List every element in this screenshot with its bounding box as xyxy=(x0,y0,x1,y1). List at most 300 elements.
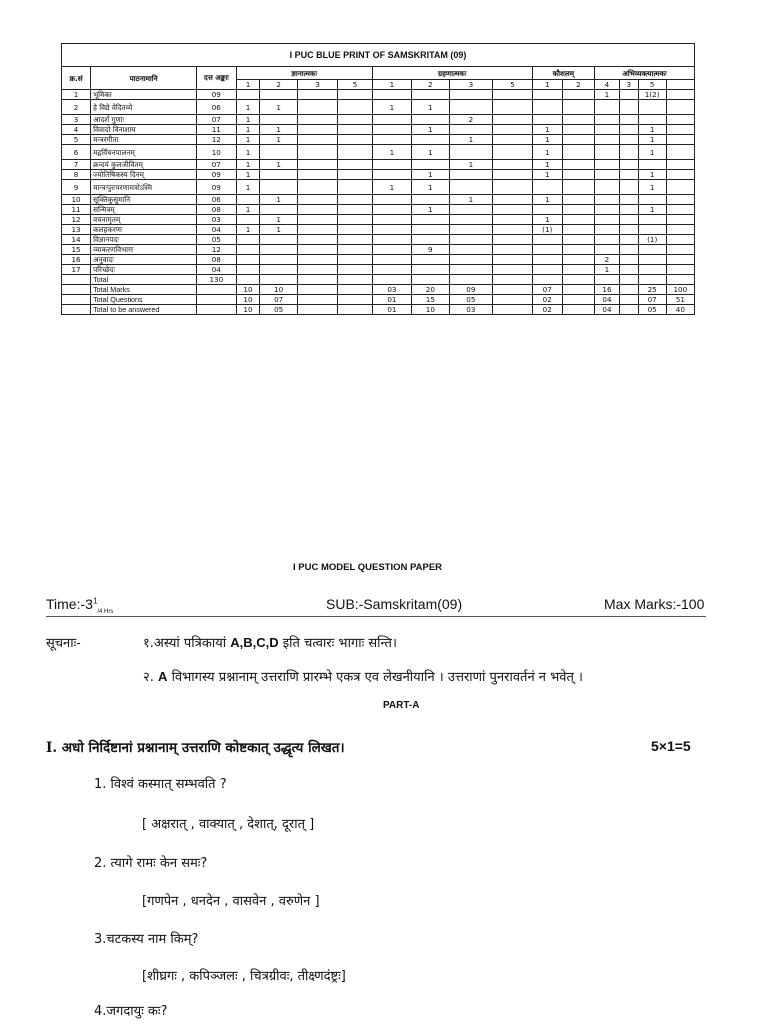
table-cell xyxy=(449,100,493,115)
table-cell xyxy=(62,305,91,315)
table-cell xyxy=(449,245,493,255)
table-cell: 05 xyxy=(638,305,666,315)
table-cell xyxy=(372,245,411,255)
table-row xyxy=(62,285,695,295)
table-cell xyxy=(338,295,372,305)
table-cell xyxy=(666,225,694,235)
table-cell xyxy=(619,125,638,135)
table-cell: 1 xyxy=(260,195,297,205)
table-cell xyxy=(619,195,638,205)
table-cell: 25 xyxy=(638,285,666,295)
table-cell xyxy=(372,90,411,100)
header-lesson: पाठनामानि xyxy=(91,67,197,90)
table-cell xyxy=(297,215,338,225)
table-cell xyxy=(562,275,594,285)
lesson-name-cell: Total to be answered xyxy=(91,305,197,315)
table-cell xyxy=(619,295,638,305)
lesson-name-cell: मद्गर्विचनपालनम् xyxy=(91,145,197,160)
table-cell: 1 xyxy=(412,145,449,160)
table-row xyxy=(62,305,695,315)
table-cell xyxy=(532,180,562,195)
table-cell xyxy=(493,285,532,295)
table-cell xyxy=(562,305,594,315)
table-cell xyxy=(338,245,372,255)
table-cell xyxy=(493,115,532,125)
table-cell xyxy=(595,135,620,145)
lesson-name-cell: अनुवादः xyxy=(91,255,197,265)
table-cell xyxy=(619,275,638,285)
table-cell xyxy=(562,125,594,135)
table-cell xyxy=(493,170,532,180)
table-row xyxy=(62,145,695,160)
table-cell xyxy=(562,160,594,170)
table-cell: 10 xyxy=(412,305,449,315)
table-cell: 07 xyxy=(532,285,562,295)
table-cell xyxy=(372,125,411,135)
table-cell: 02 xyxy=(532,305,562,315)
blueprint-title: I PUC BLUE PRINT OF SAMSKRITAM (09) xyxy=(62,44,695,67)
table-cell xyxy=(562,195,594,205)
table-row xyxy=(62,90,695,100)
table-cell xyxy=(666,145,694,160)
table-cell xyxy=(338,160,372,170)
table-cell xyxy=(595,100,620,115)
table-cell xyxy=(197,305,236,315)
table-cell xyxy=(493,275,532,285)
time-label: $Time:-3^1_{/4 Hrs}$ xyxy=(46,596,114,615)
table-cell xyxy=(595,145,620,160)
table-cell xyxy=(666,255,694,265)
table-cell xyxy=(449,145,493,160)
table-cell: 01 xyxy=(372,305,411,315)
table-cell xyxy=(493,135,532,145)
table-cell xyxy=(372,205,411,215)
table-cell xyxy=(412,160,449,170)
table-cell: (1) xyxy=(532,225,562,235)
table-cell xyxy=(493,215,532,225)
table-cell xyxy=(412,275,449,285)
table-cell: 100 xyxy=(666,285,694,295)
table-row xyxy=(62,245,695,255)
table-row xyxy=(62,295,695,305)
table-cell xyxy=(372,225,411,235)
table-cell xyxy=(493,265,532,275)
table-cell xyxy=(595,195,620,205)
table-cell: 1 xyxy=(412,205,449,215)
max-marks-label: Max Marks:-100 xyxy=(604,596,705,612)
table-cell xyxy=(297,145,338,160)
lesson-name-cell: सूक्तिकुसुमानि xyxy=(91,195,197,205)
table-cell: 1 xyxy=(260,160,297,170)
table-cell xyxy=(562,135,594,145)
table-cell xyxy=(297,265,338,275)
table-cell xyxy=(666,215,694,225)
table-cell xyxy=(595,180,620,195)
table-cell xyxy=(562,90,594,100)
table-cell xyxy=(297,125,338,135)
table-cell xyxy=(338,195,372,205)
table-cell xyxy=(666,180,694,195)
table-cell: 1 xyxy=(372,100,411,115)
table-cell xyxy=(562,295,594,305)
table-cell xyxy=(595,125,620,135)
table-row xyxy=(62,275,695,285)
table-cell xyxy=(412,90,449,100)
table-cell xyxy=(338,170,372,180)
table-cell xyxy=(638,245,666,255)
table-cell xyxy=(619,215,638,225)
table-cell xyxy=(236,255,260,265)
table-cell xyxy=(619,245,638,255)
subheader-cell: 5 xyxy=(638,80,666,90)
table-cell: (1) xyxy=(638,235,666,245)
lesson-name-cell: मान्त्रःपुरःपरणामत्रोऽस्मि xyxy=(91,180,197,195)
table-cell xyxy=(449,225,493,235)
table-row xyxy=(62,180,695,195)
table-cell xyxy=(532,115,562,125)
table-cell: 1 xyxy=(532,160,562,170)
subheader-cell: 3 xyxy=(619,80,638,90)
header-knowledge: ज्ञानात्मकः xyxy=(236,67,372,80)
table-cell xyxy=(297,235,338,245)
table-cell xyxy=(412,135,449,145)
table-cell xyxy=(338,285,372,295)
table-cell xyxy=(595,235,620,245)
table-cell xyxy=(619,180,638,195)
lesson-name-cell: Total xyxy=(91,275,197,285)
table-cell: 1 xyxy=(260,225,297,235)
subheader-cell: 4 xyxy=(595,80,620,90)
table-cell: 1 xyxy=(236,205,260,215)
table-cell xyxy=(493,180,532,195)
table-cell xyxy=(562,205,594,215)
table-cell xyxy=(372,135,411,145)
table-cell: 1 xyxy=(236,170,260,180)
table-cell xyxy=(493,235,532,245)
table-cell xyxy=(595,215,620,225)
table-cell: 1 xyxy=(412,100,449,115)
table-cell xyxy=(638,255,666,265)
table-cell xyxy=(493,195,532,205)
table-cell xyxy=(260,245,297,255)
table-cell xyxy=(619,90,638,100)
question-1-options: [ अक्षरात् , वाक्यात् , देशात्, दूरात् ] xyxy=(142,817,315,832)
table-cell xyxy=(619,235,638,245)
table-cell xyxy=(297,135,338,145)
table-cell: 1 xyxy=(638,135,666,145)
table-cell xyxy=(297,115,338,125)
table-cell xyxy=(338,275,372,285)
table-cell xyxy=(619,255,638,265)
table-cell: 16 xyxy=(595,285,620,295)
table-cell: 01 xyxy=(372,295,411,305)
table-cell xyxy=(372,235,411,245)
table-cell xyxy=(297,295,338,305)
table-cell: 05 xyxy=(449,295,493,305)
table-cell: 02 xyxy=(532,295,562,305)
table-cell xyxy=(236,265,260,275)
table-cell xyxy=(666,115,694,125)
instruction-2: २. A विभागस्य प्रश्नानाम् उत्तराणि प्रारम्भे एकत्र एव लेखनीयानि । उत्तराणां पुनरावर्तनं न भवेत् । xyxy=(143,669,583,685)
table-cell: 05 xyxy=(260,305,297,315)
table-row xyxy=(62,170,695,180)
table-cell xyxy=(338,235,372,245)
table-row xyxy=(62,205,695,215)
table-cell: 9 xyxy=(412,245,449,255)
table-row xyxy=(62,255,695,265)
subheader-cell: 1 xyxy=(532,80,562,90)
table-cell xyxy=(532,245,562,255)
header-divider xyxy=(46,616,706,617)
table-cell xyxy=(562,115,594,125)
table-cell: 1 xyxy=(532,170,562,180)
table-cell xyxy=(666,235,694,245)
table-cell: 1 xyxy=(236,180,260,195)
table-cell: 1 xyxy=(412,170,449,180)
subheader-cell: 1 xyxy=(372,80,411,90)
table-cell xyxy=(562,170,594,180)
instructions-label: सूचनाः- xyxy=(46,636,81,651)
table-cell xyxy=(297,100,338,115)
table-cell: 1 xyxy=(372,145,411,160)
lesson-name-cell: व्याकरणविभागः xyxy=(91,245,197,255)
table-cell xyxy=(260,235,297,245)
table-cell xyxy=(449,180,493,195)
table-cell xyxy=(260,90,297,100)
table-cell xyxy=(493,100,532,115)
subheader-cell: 2 xyxy=(412,80,449,90)
table-cell xyxy=(412,115,449,125)
table-cell xyxy=(666,125,694,135)
table-cell: 17 xyxy=(62,265,91,275)
table-cell: 1 xyxy=(449,160,493,170)
subheader-cell: 5 xyxy=(493,80,532,90)
table-cell: 1 xyxy=(62,90,91,100)
table-cell xyxy=(338,265,372,275)
table-cell: 5 xyxy=(62,135,91,145)
table-cell: 1(2) xyxy=(638,90,666,100)
table-cell xyxy=(619,160,638,170)
table-cell: 09 xyxy=(197,180,236,195)
table-cell xyxy=(372,275,411,285)
table-cell xyxy=(532,235,562,245)
table-cell: 1 xyxy=(638,180,666,195)
table-cell: 08 xyxy=(197,255,236,265)
subheader-cell: 3 xyxy=(297,80,338,90)
table-cell xyxy=(449,90,493,100)
table-cell xyxy=(236,275,260,285)
table-cell xyxy=(372,115,411,125)
table-cell: 1 xyxy=(449,135,493,145)
table-cell xyxy=(297,90,338,100)
table-row xyxy=(62,100,695,115)
lesson-name-cell: क्रन्दयं कुलजीवितम् xyxy=(91,160,197,170)
table-cell: 1 xyxy=(260,135,297,145)
table-cell: 1 xyxy=(236,125,260,135)
table-cell xyxy=(338,135,372,145)
table-cell: 3 xyxy=(62,115,91,125)
table-cell xyxy=(260,145,297,160)
table-row xyxy=(62,235,695,245)
section-marks: 5×1=5 xyxy=(651,738,691,754)
table-cell xyxy=(562,245,594,255)
table-cell: 03 xyxy=(197,215,236,225)
lesson-name-cell: भूमिका xyxy=(91,90,197,100)
table-cell xyxy=(412,235,449,245)
lesson-name-cell: ज्योतिषिकस्य दिनम् xyxy=(91,170,197,180)
table-cell xyxy=(532,255,562,265)
table-row xyxy=(62,115,695,125)
table-cell xyxy=(666,195,694,205)
table-cell xyxy=(338,180,372,195)
table-cell: 1 xyxy=(236,225,260,235)
table-cell xyxy=(666,205,694,215)
table-cell xyxy=(62,285,91,295)
table-cell: 1 xyxy=(638,145,666,160)
table-row xyxy=(62,225,695,235)
table-cell xyxy=(62,295,91,305)
table-cell: 2 xyxy=(595,255,620,265)
table-cell xyxy=(372,265,411,275)
table-cell xyxy=(619,115,638,125)
table-cell: 1 xyxy=(638,205,666,215)
table-cell: 8 xyxy=(62,170,91,180)
table-cell xyxy=(595,160,620,170)
table-cell xyxy=(562,225,594,235)
lesson-name-cell: हे विद्ये वेदितव्ये xyxy=(91,100,197,115)
table-cell xyxy=(666,265,694,275)
table-cell xyxy=(562,145,594,160)
table-cell: 1 xyxy=(236,115,260,125)
subheader-cell: 3 xyxy=(449,80,493,90)
table-cell: 04 xyxy=(197,225,236,235)
table-cell: 07 xyxy=(197,115,236,125)
question-2-options: [गणपेन , धनदेन , वासवेन , वरुणेन ] xyxy=(142,894,320,909)
lesson-name-cell: सन्मित्रम् xyxy=(91,205,197,215)
table-cell xyxy=(449,170,493,180)
table-cell: 12 xyxy=(197,135,236,145)
table-cell xyxy=(493,160,532,170)
table-cell xyxy=(638,195,666,205)
table-cell: 1 xyxy=(236,145,260,160)
table-cell xyxy=(666,160,694,170)
table-cell: 130 xyxy=(197,275,236,285)
table-cell xyxy=(412,225,449,235)
table-cell: 08 xyxy=(197,205,236,215)
table-cell xyxy=(338,305,372,315)
question-4: 4.जगदायुः कः? xyxy=(94,1004,168,1019)
table-cell xyxy=(619,225,638,235)
table-row xyxy=(62,195,695,205)
table-cell xyxy=(619,205,638,215)
lesson-name-cell: विवादो विनाशाय xyxy=(91,125,197,135)
table-cell: 2 xyxy=(449,115,493,125)
table-cell: 1 xyxy=(532,195,562,205)
table-cell xyxy=(493,205,532,215)
table-cell: 1 xyxy=(595,90,620,100)
table-row xyxy=(62,135,695,145)
table-cell xyxy=(638,275,666,285)
table-cell xyxy=(595,205,620,215)
table-cell xyxy=(338,115,372,125)
table-cell xyxy=(338,225,372,235)
table-cell xyxy=(595,245,620,255)
table-cell xyxy=(412,195,449,205)
table-cell xyxy=(197,285,236,295)
table-cell: 14 xyxy=(62,235,91,245)
lesson-name-cell: Total Marks xyxy=(91,285,197,295)
table-cell xyxy=(493,295,532,305)
subheader-cell xyxy=(666,80,694,90)
table-cell: 09 xyxy=(197,90,236,100)
table-cell xyxy=(562,285,594,295)
table-cell: 9 xyxy=(62,180,91,195)
table-cell xyxy=(532,90,562,100)
subheader-cell: 1 xyxy=(236,80,260,90)
table-cell xyxy=(638,100,666,115)
table-cell xyxy=(532,275,562,285)
table-cell: 07 xyxy=(260,295,297,305)
table-cell: 1 xyxy=(595,265,620,275)
subject-label: SUB:-Samskritam(09) xyxy=(326,596,463,612)
table-cell: 1 xyxy=(260,215,297,225)
table-cell: 12 xyxy=(197,245,236,255)
table-cell xyxy=(236,245,260,255)
table-cell xyxy=(493,225,532,235)
blueprint-table xyxy=(61,43,695,315)
table-cell xyxy=(532,100,562,115)
table-cell xyxy=(666,90,694,100)
table-cell xyxy=(297,225,338,235)
question-2: 2. त्यागे रामः केन समः? xyxy=(94,856,208,871)
table-cell: 10 xyxy=(62,195,91,205)
table-cell xyxy=(449,215,493,225)
table-cell xyxy=(338,255,372,265)
table-cell: 1 xyxy=(638,170,666,180)
table-cell xyxy=(532,205,562,215)
table-cell: 20 xyxy=(412,285,449,295)
table-cell: 11 xyxy=(62,205,91,215)
table-cell xyxy=(638,215,666,225)
table-cell xyxy=(297,180,338,195)
instruction-1: १.अस्यां पत्रिकायां A,B,C,D इति चत्वारः भागाः सन्ति। xyxy=(143,635,397,651)
table-cell: 06 xyxy=(197,195,236,205)
table-cell xyxy=(562,180,594,195)
table-row xyxy=(62,265,695,275)
lesson-name-cell: विज्ञानपदः xyxy=(91,235,197,245)
lesson-name-cell: कलहकरणः xyxy=(91,225,197,235)
header-skill: कौशलम् xyxy=(532,67,594,80)
table-cell: 10 xyxy=(236,295,260,305)
table-cell xyxy=(62,275,91,285)
table-cell: 09 xyxy=(449,285,493,295)
table-cell xyxy=(338,125,372,135)
table-cell xyxy=(595,115,620,125)
table-cell xyxy=(449,125,493,135)
lesson-name-cell: Total Questions xyxy=(91,295,197,305)
table-row xyxy=(62,215,695,225)
table-cell xyxy=(372,255,411,265)
table-cell xyxy=(412,265,449,275)
table-cell xyxy=(297,195,338,205)
table-cell xyxy=(638,115,666,125)
table-cell xyxy=(666,135,694,145)
table-cell: 1 xyxy=(260,100,297,115)
subheader-cell: 2 xyxy=(260,80,297,90)
table-cell xyxy=(236,215,260,225)
table-cell xyxy=(493,90,532,100)
table-cell: 40 xyxy=(666,305,694,315)
